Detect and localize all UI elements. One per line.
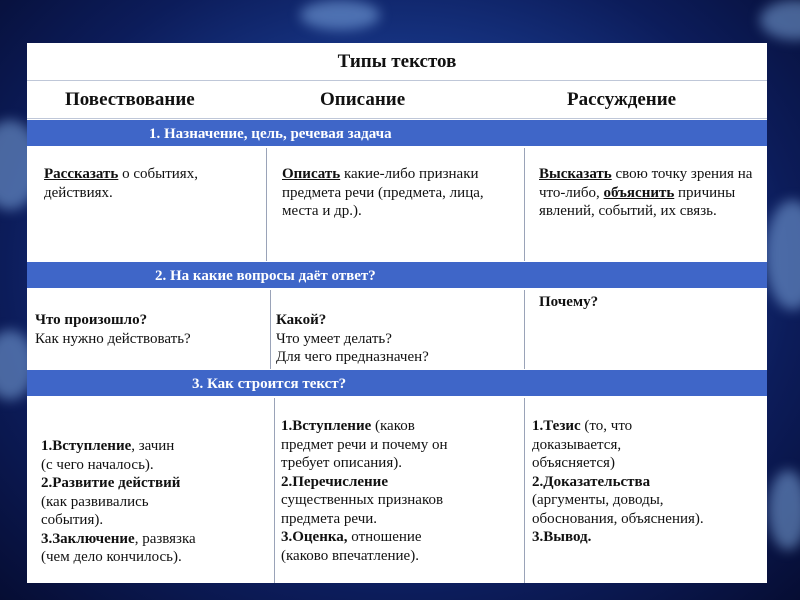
cell-text: отношение (347, 529, 422, 545)
column-divider (524, 148, 525, 261)
cell-step: 1.Вступление (41, 438, 132, 454)
cell-text: , развязка (134, 530, 196, 547)
cell-description-structure (281, 417, 521, 565)
cell-text: о событиях, действиях. (44, 166, 198, 201)
section-heading-structure (27, 369, 767, 397)
column-header-reasoning: Рассуждение (567, 89, 677, 110)
cell-lead-word: Описать (282, 166, 341, 182)
cell-text: причины явлений, событий, их связь. (539, 184, 736, 219)
column-divider (274, 398, 275, 583)
cell-text: (каково впечатление). (281, 547, 419, 564)
cell-step: 2.Развитие действий (41, 475, 181, 491)
cell-text: требует описания). (281, 455, 402, 471)
column-header-narration: Повествование (65, 89, 195, 110)
cell-lead-word-2: объяснить (603, 184, 675, 201)
background-snowflake (768, 470, 800, 550)
cell-text: предмета речи. (281, 510, 378, 527)
cell-step: 3.Заключение (41, 530, 135, 547)
background-snowflake (765, 200, 800, 310)
cell-text: , зачин (131, 438, 175, 454)
section-heading-text: 2. На какие вопросы даёт ответ? (155, 268, 376, 284)
cell-lead-word: Рассказать (44, 166, 119, 182)
cell-text: (каков (371, 418, 415, 434)
cell-step: 1.Тезис (532, 418, 581, 434)
cell-text: существенных признаков (281, 492, 444, 508)
cell-text: Что умеет делать? (276, 330, 392, 347)
cell-narration-structure (41, 437, 271, 567)
section-heading-questions (27, 261, 767, 289)
section-heading-purpose (27, 119, 767, 147)
cell-text: события). (41, 512, 104, 528)
cell-text: Как нужно действовать? (35, 330, 191, 347)
cell-question: Почему? (539, 294, 599, 310)
section-heading-text: 3. Как строится текст? (192, 376, 347, 392)
cell-text: объясняется) (532, 455, 615, 471)
cell-reasoning-questions (539, 293, 754, 312)
table-title: Типы текстов (337, 51, 457, 72)
cell-text: обоснования, объяснения). (532, 510, 704, 527)
cell-step: 1.Вступление (281, 418, 372, 434)
column-divider (270, 290, 271, 369)
column-divider (524, 290, 525, 369)
section-heading-text: 1. Назначение, цель, речевая задача (149, 126, 392, 142)
cell-text: (с чего началось). (41, 456, 154, 473)
cell-step: 2.Доказательства (532, 473, 651, 490)
cell-text: (как развивались (41, 493, 149, 510)
column-header-description: Описание (320, 89, 406, 110)
background-snowflake (300, 0, 380, 30)
cell-question: Что произошло? (35, 312, 148, 328)
cell-step: 2.Перечисление (281, 473, 388, 490)
cell-text: свою точку зрения на что-либо, (539, 166, 753, 201)
cell-reasoning-structure (532, 417, 764, 547)
cell-step: 3.Вывод. (532, 529, 592, 545)
cell-reasoning-purpose (539, 165, 754, 221)
cell-narration-purpose (44, 165, 269, 202)
cell-text: (чем дело кончилось). (41, 549, 182, 565)
text-types-table (27, 43, 767, 583)
cell-text: какие-либо признаки предмета речи (предмета, лица, места и др.). (282, 166, 484, 219)
cell-description-purpose (282, 165, 507, 221)
cell-step: 3.Оценка, (281, 529, 348, 545)
cell-text: (то, что (580, 418, 633, 434)
cell-description-questions (276, 311, 516, 367)
background-snowflake (760, 0, 800, 40)
cell-text: (аргументы, доводы, (532, 492, 664, 508)
cell-text: доказывается, (532, 436, 622, 453)
cell-text: предмет речи и почему он (281, 436, 448, 453)
cell-text: Для чего предназначен? (276, 349, 429, 365)
cell-narration-questions (35, 311, 270, 348)
cell-question: Какой? (276, 312, 327, 328)
column-divider (524, 398, 525, 583)
column-divider (266, 148, 267, 261)
cell-lead-word: Высказать (539, 166, 612, 182)
